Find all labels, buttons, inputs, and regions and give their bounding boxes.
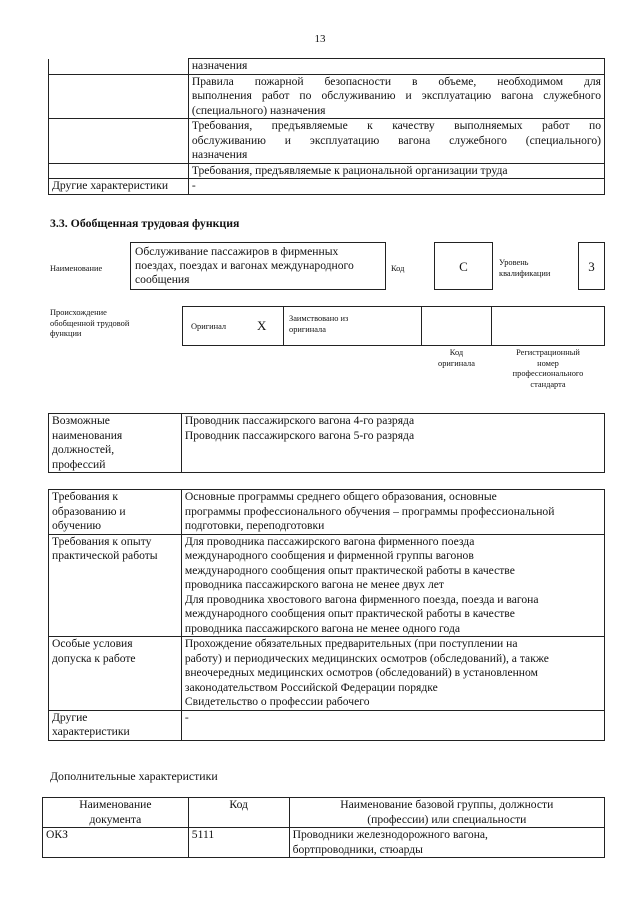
positions-values: Проводник пассажирского вагона 4-го разряда Проводник пассажирского вагона 5-го разряда [181, 414, 604, 473]
table-header-row [43, 798, 605, 828]
origin-code-cell [421, 306, 492, 346]
level-value-box: 3 [578, 242, 605, 290]
cell-document: ОКЗ [43, 828, 189, 858]
row-label: Другие характеристики [49, 179, 189, 195]
header-name: Наименование базовой группы, должности (профессии) или специальности [289, 798, 604, 828]
positions-table [48, 413, 605, 473]
top-continuation-table [48, 58, 605, 195]
level-label: Уровень квалификации [499, 258, 551, 278]
origin-original-cell [182, 306, 284, 346]
name-label: Наименование [50, 264, 103, 273]
table-row [49, 490, 605, 535]
admission-value: Прохождение обязательных предварительных (при поступлении на работу) и периодических медицинских осмотров (обследований), а также внеочередных медицинских осмотров (обследований) в установленном законодательством Российской Федерации порядке Свидетельство о профессии рабочего [181, 637, 604, 711]
row-label [49, 59, 189, 75]
reg-number-caption: Регистрационный номер профессионального стандарта [512, 348, 584, 389]
name-value-box: Обслуживание пассажиров в фирменных поездах, поездах и вагонах международного сообщения [130, 242, 386, 290]
table-row [49, 637, 605, 711]
education-value: Основные программы среднего общего образования, основные программы профессионального обучения – программы профессиональной подготовки, переподготовки [181, 490, 604, 535]
original-mark: X [257, 318, 267, 333]
code-label: Код [391, 264, 405, 273]
section-heading: 3.3. Обобщенная трудовая функция [50, 216, 240, 230]
header-code: Код [188, 798, 289, 828]
code-value-box: С [434, 242, 493, 290]
admission-label: Особые условия допуска к работе [49, 637, 182, 711]
row-value: Требования, предъявляемые к качеству выполняемых работ по обслуживанию и эксплуатацию вагона служебного (специального) назначения [188, 119, 604, 164]
origin-reg-number-cell [491, 306, 605, 346]
additional-table [42, 797, 605, 858]
row-label [49, 74, 189, 119]
table-row [49, 534, 605, 637]
table-row [49, 74, 605, 119]
header-document: Наименование документа [43, 798, 189, 828]
requirements-table [48, 489, 605, 741]
additional-title: Дополнительные характеристики [50, 769, 218, 783]
original-label: Оригинал [191, 322, 227, 331]
table-row [49, 414, 605, 473]
row-value: - [188, 179, 604, 195]
row-value: Требования, предъявляемые к рациональной организации труда [188, 163, 604, 179]
table-row [43, 828, 605, 858]
table-row [49, 163, 605, 179]
origin-label: Происхождение обобщенной трудовой функции [50, 308, 130, 338]
table-row [49, 179, 605, 195]
page-number: 13 [314, 33, 326, 45]
row-label [49, 119, 189, 164]
education-label: Требования к образованию и обучению [49, 490, 182, 535]
table-row [49, 710, 605, 740]
experience-value: Для проводника пассажирского вагона фирменного поезда международного сообщения и фирменной группы вагонов международного сообщения опыт практической работы в качестве проводника пассажирского вагона не менее двух лет Для проводника хвостового вагона фирменного поезда, поезда и вагона международного сообщения опыт практической работы в качестве проводника пассажирского вагона не менее одного года [181, 534, 604, 637]
code-caption: Код оригинала [438, 348, 475, 368]
table-row [49, 119, 605, 164]
cell-code: 5111 [188, 828, 289, 858]
positions-label: Возможные наименования должностей, профессий [49, 414, 182, 473]
cell-name: Проводники железнодорожного вагона, бортпроводники, стюарды [289, 828, 604, 858]
experience-label: Требования к опыту практической работы [49, 534, 182, 637]
origin-borrowed-cell: Заимствовано из оригинала [283, 306, 422, 346]
row-value: Правила пожарной безопасности в объеме, необходимом для выполнения работ по обслуживанию и эксплуатацию вагона служебного (специального) назначения [188, 74, 604, 119]
table-row [49, 59, 605, 75]
other-value: - [181, 710, 604, 740]
other-label: Другие характеристики [49, 710, 182, 740]
row-label [49, 163, 189, 179]
row-value: назначения [188, 59, 604, 75]
